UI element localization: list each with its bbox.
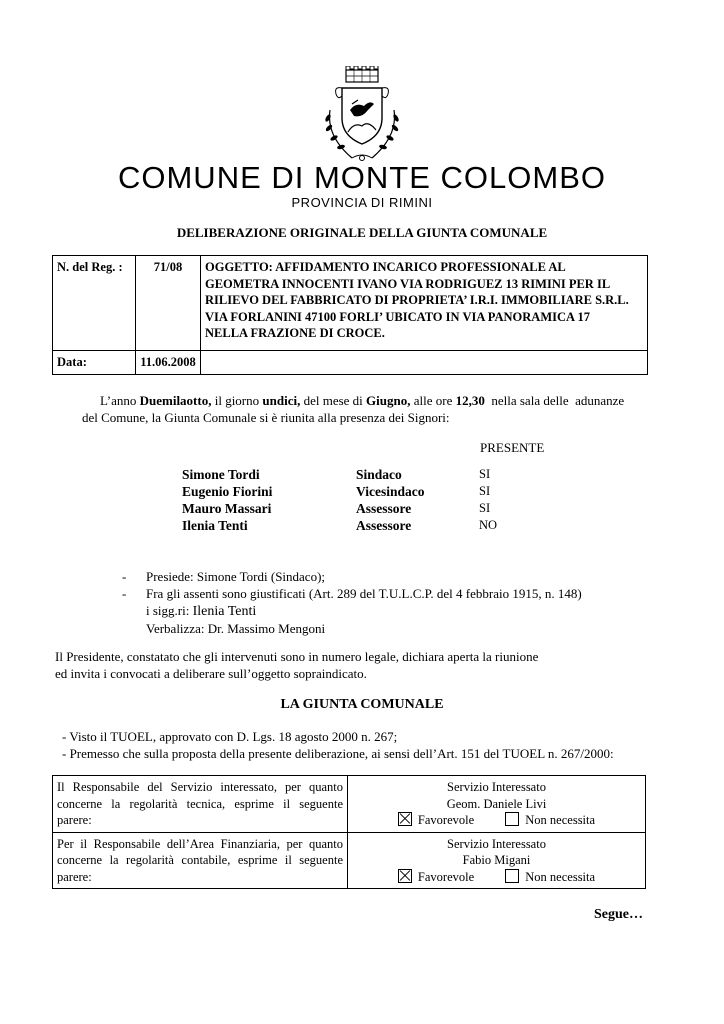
oggetto-line: VIA FORLANINI 47100 FORLI’ UBICATO IN VIA PANORAMICA 17 xyxy=(205,309,590,324)
non-necessita-label: Non necessita xyxy=(525,813,596,827)
sigg-note xyxy=(122,602,582,620)
reg-label: N. del Reg. : xyxy=(53,256,136,351)
service-responsible: Fabio Migani xyxy=(462,853,531,867)
assenti-note xyxy=(122,585,582,602)
oggetto-cell xyxy=(201,256,648,351)
presiede-note xyxy=(122,568,582,585)
parere-text: Il Responsabile del Servizio interessato, per quanto concerne la regolarità tecnica, esprime il seguente parere: xyxy=(53,776,348,833)
presidente-line: Il Presidente, constatato che gli intervenuti sono in numero legale, dichiara aperta la riunione xyxy=(55,649,539,664)
session-notes xyxy=(122,568,582,637)
oggetto-line: GEOMETRA INNOCENTI IVANO VIA RODRIGUEZ 13 RIMINI PER IL xyxy=(205,276,611,291)
intro-month: Giugno, xyxy=(366,393,411,408)
pareri-table xyxy=(52,775,646,889)
parere-options xyxy=(352,869,641,886)
oggetto-line: OGGETTO: AFFIDAMENTO INCARICO PROFESSIONALE AL xyxy=(205,260,566,274)
member-role: Assessore xyxy=(356,518,412,533)
intro-paragraph xyxy=(82,392,662,426)
member-presence: SI xyxy=(479,484,491,498)
favorevole-label: Favorevole xyxy=(417,813,475,827)
parere-options xyxy=(352,812,641,829)
intro-year: Duemilaotto, xyxy=(139,393,212,408)
municipal-crest-icon xyxy=(312,66,412,168)
non-necessita-option[interactable] xyxy=(505,812,595,829)
non-necessita-label: Non necessita xyxy=(525,869,596,884)
sigg-label: i sigg.ri: xyxy=(146,603,193,618)
non-necessita-checkbox[interactable] xyxy=(505,869,519,883)
reg-value: 71/08 xyxy=(136,256,201,351)
date-value: 11.06.2008 xyxy=(136,351,201,375)
presidente-paragraph xyxy=(55,648,655,682)
member-name: Ilenia Tenti xyxy=(182,518,248,533)
service-label: Servizio Interessato xyxy=(447,780,546,794)
service-label: Servizio Interessato xyxy=(447,836,546,851)
oggetto-line: RILIEVO DEL FABBRICATO DI PROPRIETA’ I.R.I. IMMOBILIARE S.R.L. xyxy=(205,293,629,307)
intro-line-2: del Comune, la Giunta Comunale si è riunita alla presenza dei Signori: xyxy=(82,410,450,425)
sigg-name: Ilenia Tenti xyxy=(192,604,257,619)
parere-text: Per il Responsabile dell’Area Finanziaria, per quanto concerne la regolarità contabile, esprime il seguente parere: xyxy=(53,832,348,889)
favorevole-option[interactable] xyxy=(398,869,474,886)
member-presence: SI xyxy=(479,501,491,515)
parere-service-cell xyxy=(348,832,646,889)
intro-text: nella sala delle adunanze xyxy=(484,393,625,408)
member-role: Sindaco xyxy=(356,467,402,482)
member-role: Vicesindaco xyxy=(356,484,425,499)
intro-line-1 xyxy=(82,392,662,409)
verbalizza-note: Verbalizza: Dr. Massimo Mengoni xyxy=(146,621,326,636)
province-name: PROVINCIA DI RIMINI xyxy=(291,195,433,210)
assenti-text: Fra gli assenti sono giustificati (Art. 289 del T.U.L.C.P. del 4 febbraio 1915, n. 148) xyxy=(146,586,582,601)
member-presence: NO xyxy=(479,518,498,532)
document-title: DELIBERAZIONE ORIGINALE DELLA GIUNTA COMUNALE xyxy=(176,225,548,240)
favorevole-label: Favorevole xyxy=(417,869,475,884)
intro-text: del mese di xyxy=(300,393,367,408)
presidente-line: ed invita i convocati a deliberare sull’oggetto sopraindicato. xyxy=(55,666,367,681)
favorevole-checkbox[interactable] xyxy=(398,812,412,826)
intro-text: il giorno xyxy=(211,393,263,408)
parere-row xyxy=(53,776,646,833)
bullet-dash: - xyxy=(122,569,127,584)
empty-cell xyxy=(201,351,648,375)
member-role: Assessore xyxy=(356,501,412,516)
favorevole-checkbox[interactable] xyxy=(398,869,412,883)
intro-text: L’anno xyxy=(100,393,140,408)
continues-label: Segue… xyxy=(594,907,643,922)
presente-header: PRESENTE xyxy=(480,440,545,455)
intro-text: alle ore xyxy=(410,393,456,408)
non-necessita-checkbox[interactable] xyxy=(505,812,519,826)
intro-day: undici, xyxy=(262,393,301,408)
member-name: Simone Tordi xyxy=(182,467,260,482)
registry-table xyxy=(52,255,648,375)
parere-row xyxy=(53,832,646,889)
bullet-dash: - xyxy=(122,586,127,601)
oggetto-line: NELLA FRAZIONE DI CROCE. xyxy=(205,326,385,340)
visto-paragraph xyxy=(62,728,614,762)
member-name: Mauro Massari xyxy=(182,501,272,516)
presiede-text: Presiede: Simone Tordi (Sindaco); xyxy=(146,569,326,584)
parere-service-cell xyxy=(348,776,646,833)
service-responsible: Geom. Daniele Livi xyxy=(446,796,547,811)
giunta-heading: LA GIUNTA COMUNALE xyxy=(280,697,444,712)
date-label: Data: xyxy=(53,351,136,375)
municipality-name: COMUNE DI MONTE COLOMBO xyxy=(117,160,606,195)
visto-line: - Visto il TUOEL, approvato con D. Lgs. 18 agosto 2000 n. 267; xyxy=(62,729,398,744)
non-necessita-option[interactable] xyxy=(505,869,595,886)
intro-time: 12,30 xyxy=(455,393,485,408)
favorevole-option[interactable] xyxy=(398,812,474,829)
visto-line: - Premesso che sulla proposta della presente deliberazione, ai sensi dell’Art. 151 del TUOEL n. 267/2000: xyxy=(62,746,614,761)
member-name: Eugenio Fiorini xyxy=(182,484,273,499)
member-presence: SI xyxy=(479,467,491,481)
